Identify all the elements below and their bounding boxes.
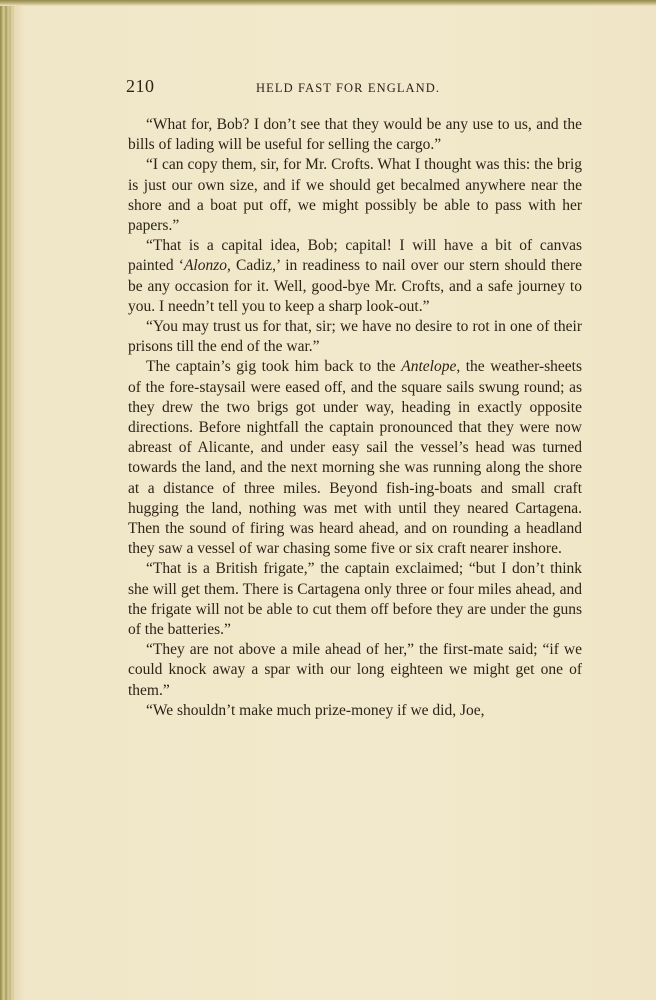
paragraph: The captain’s gig took him back to the Antelope, the weather-sheets of the fore-staysail were eased off, and the square sails swung round; as they drew the two brigs got under way, heading in exactly opposite directions. Before nightfall the captain pronounced that they were now abreast of Alicante, and under easy sail the vessel’s head was turned towards the land, and the next morning she was running along the shore at a distance of three miles. Beyond fish-ing-boats and small craft hugging the land, nothing was met with until they neared Cartagena. Then the sound of firing was heard ahead, and on rounding a headland they saw a vessel of war chasing some five or six craft nearer inshore. <box>128 358 582 558</box>
paragraph: “That is a British frigate,” the captain exclaimed; “but I don’t think she will get them. There is Cartagena only three or four miles ahead, and the frigate will not be able to cut them off before they are under the guns of the batteries.” <box>128 560 582 639</box>
paragraph: “What for, Bob? I don’t see that they would be any use to us, and the bills of lading will be useful for selling the cargo.” <box>128 116 582 154</box>
paragraph: “You may trust us for that, sir; we have no desire to rot in one of their prisons till the end of the war.” <box>128 318 582 356</box>
page-top-edge <box>0 0 656 6</box>
running-head: HELD FAST FOR ENGLAND. <box>256 81 441 95</box>
page-number: 210 <box>126 76 155 96</box>
paragraph: “We shouldn’t make much prize-money if we did, Joe, <box>146 701 485 719</box>
paragraph: “They are not above a mile ahead of her,” the first-mate said; “if we could knock away a spar with our long eighteen we might get one of them.” <box>128 641 582 699</box>
paragraph: “I can copy them, sir, for Mr. Crofts. What I thought was this: the brig is just our own size, and if we should get becalmed anywhere near the shore and a boat put off, we might possibly be able to pass with her papers.” <box>128 156 582 235</box>
page-header <box>126 76 582 98</box>
paragraph: “That is a capital idea, Bob; capital! I will have a bit of canvas painted ‘Alonzo, Cadiz,’ in readiness to nail over our stern should there be any occasion for it. Well, good-bye Mr. Crofts, and a safe journey to you. I needn’t tell you to keep a sharp look-out.” <box>128 237 582 315</box>
book-binding-edge <box>0 0 14 1000</box>
body-text <box>128 115 582 721</box>
